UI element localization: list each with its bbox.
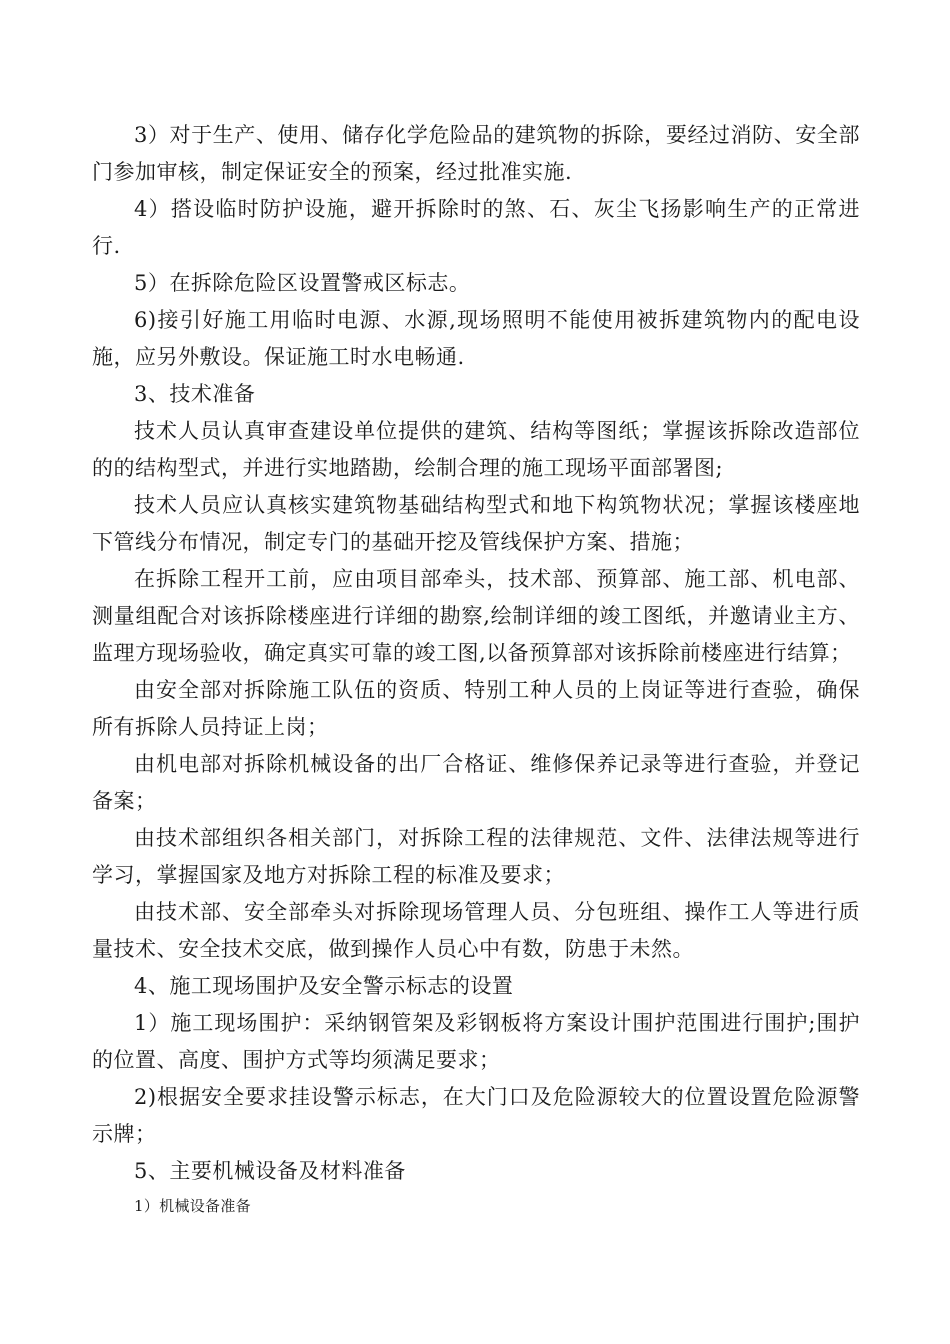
subheading: 1）机械设备准备 [134, 1197, 251, 1215]
paragraph: 在拆除工程开工前，应由项目部牵头，技术部、预算部、施工部、机电部、测量组配合对该拆除楼座进行详细的勘察,绘制详细的竣工图纸，并邀请业主方、监理方现场验收，确定真实可靠的竣工图,以备预算部对该拆除前楼座进行结算； [92, 567, 860, 665]
paragraph: 2)根据安全要求挂设警示标志，在大门口及危险源较大的位置设置危险源警示牌； [92, 1085, 860, 1146]
paragraph: 由技术部、安全部牵头对拆除现场管理人员、分包班组、操作工人等进行质量技术、安全技术交底，做到操作人员心中有数，防患于未然。 [92, 900, 860, 961]
paragraph: 由安全部对拆除施工队伍的资质、特别工种人员的上岗证等进行查验，确保所有拆除人员持证上岗； [92, 678, 860, 739]
paragraph: 技术人员认真审查建设单位提供的建筑、结构等图纸；掌握该拆除改造部位的的结构型式，并进行实地踏勘，绘制合理的施工现场平面部署图; [92, 419, 860, 480]
paragraph: 3）对于生产、使用、储存化学危险品的建筑物的拆除，要经过消防、安全部门参加审核，制定保证安全的预案，经过批准实施. [92, 123, 860, 184]
paragraph: 4）搭设临时防护设施，避开拆除时的煞、石、灰尘飞扬影响生产的正常进行. [92, 197, 860, 258]
paragraph: 6)接引好施工用临时电源、水源,现场照明不能使用被拆建筑物内的配电设施，应另外敷设。保证施工时水电畅通. [92, 308, 860, 369]
document-body [92, 117, 860, 1218]
section-heading: 3、技术准备 [134, 382, 256, 406]
paragraph: 1）施工现场围护：采纳钢管架及彩钢板将方案设计围护范围进行围护;围护的位置、高度、围护方式等均须满足要求； [92, 1011, 860, 1072]
paragraph: 由技术部组织各相关部门，对拆除工程的法律规范、文件、法律法规等进行学习，掌握国家及地方对拆除工程的标准及要求； [92, 826, 860, 887]
paragraph: 5）在拆除危险区设置警戒区标志。 [134, 271, 471, 295]
paragraph: 由机电部对拆除机械设备的出厂合格证、维修保养记录等进行查验，并登记备案； [92, 752, 860, 813]
paragraph: 技术人员应认真核实建筑物基础结构型式和地下构筑物状况；掌握该楼座地下管线分布情况，制定专门的基础开挖及管线保护方案、措施； [92, 493, 860, 554]
section-heading: 4、施工现场围护及安全警示标志的设置 [134, 974, 514, 998]
section-heading: 5、主要机械设备及材料准备 [134, 1159, 406, 1183]
